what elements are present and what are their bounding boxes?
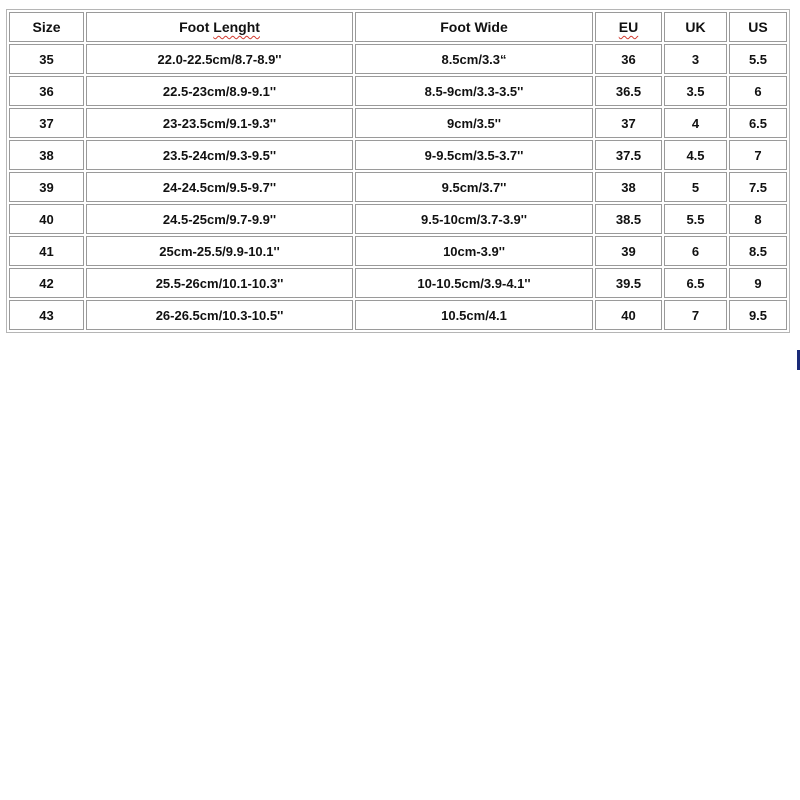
cell-us: 9.5 [729,300,787,330]
cell-foot-wide: 9.5cm/3.7'' [355,172,593,202]
table-row [9,108,787,138]
table-row [9,236,787,266]
table-row [9,268,787,298]
cell-eu: 40 [595,300,662,330]
header-row [9,12,787,42]
cell-us: 7 [729,140,787,170]
cell-foot-length: 25cm-25.5/9.9-10.1'' [86,236,353,266]
cell-foot-wide: 8.5cm/3.3“ [355,44,593,74]
header-foot-length-label: Foot Lenght [179,19,260,35]
header-uk: UK [664,12,727,42]
cell-foot-wide: 9.5-10cm/3.7-3.9'' [355,204,593,234]
table-row [9,76,787,106]
cell-size: 35 [9,44,84,74]
cell-us: 6.5 [729,108,787,138]
cell-foot-length: 26-26.5cm/10.3-10.5'' [86,300,353,330]
cell-size: 37 [9,108,84,138]
cell-uk: 5.5 [664,204,727,234]
cell-us: 5.5 [729,44,787,74]
cell-us: 8.5 [729,236,787,266]
cell-size: 40 [9,204,84,234]
header-us: US [729,12,787,42]
spellcheck-word: Lenght [213,19,260,35]
size-chart-table [6,9,790,333]
cell-us: 6 [729,76,787,106]
table-row [9,300,787,330]
cell-foot-wide: 10-10.5cm/3.9-4.1'' [355,268,593,298]
table-row [9,204,787,234]
cell-uk: 7 [664,300,727,330]
cell-foot-length: 22.0-22.5cm/8.7-8.9'' [86,44,353,74]
cell-foot-length: 25.5-26cm/10.1-10.3'' [86,268,353,298]
cell-uk: 5 [664,172,727,202]
cell-foot-wide: 8.5-9cm/3.3-3.5'' [355,76,593,106]
cell-eu: 38 [595,172,662,202]
cell-foot-length: 23-23.5cm/9.1-9.3'' [86,108,353,138]
header-eu-label: EU [618,19,639,35]
cell-size: 43 [9,300,84,330]
cell-eu: 36.5 [595,76,662,106]
cell-size: 38 [9,140,84,170]
cell-foot-length: 24-24.5cm/9.5-9.7'' [86,172,353,202]
header-eu [595,12,662,42]
header-foot-wide: Foot Wide [355,12,593,42]
cell-foot-length: 24.5-25cm/9.7-9.9'' [86,204,353,234]
cell-eu: 38.5 [595,204,662,234]
cell-us: 7.5 [729,172,787,202]
cell-eu: 39 [595,236,662,266]
cell-foot-length: 22.5-23cm/8.9-9.1'' [86,76,353,106]
cell-foot-wide: 9-9.5cm/3.5-3.7'' [355,140,593,170]
cell-size: 36 [9,76,84,106]
cell-eu: 36 [595,44,662,74]
cell-eu: 39.5 [595,268,662,298]
header-foot-length [86,12,353,42]
cell-foot-wide: 9cm/3.5'' [355,108,593,138]
cell-uk: 6 [664,236,727,266]
cell-foot-length: 23.5-24cm/9.3-9.5'' [86,140,353,170]
cell-uk: 6.5 [664,268,727,298]
cell-uk: 3.5 [664,76,727,106]
table-row [9,140,787,170]
cell-size: 39 [9,172,84,202]
cell-uk: 4 [664,108,727,138]
cell-eu: 37 [595,108,662,138]
cell-foot-wide: 10.5cm/4.1 [355,300,593,330]
cell-foot-wide: 10cm-3.9'' [355,236,593,266]
cell-size: 42 [9,268,84,298]
cell-us: 8 [729,204,787,234]
cell-uk: 3 [664,44,727,74]
cell-us: 9 [729,268,787,298]
header-size: Size [9,12,84,42]
table-row [9,44,787,74]
cell-eu: 37.5 [595,140,662,170]
cell-uk: 4.5 [664,140,727,170]
cell-size: 41 [9,236,84,266]
table-row [9,172,787,202]
